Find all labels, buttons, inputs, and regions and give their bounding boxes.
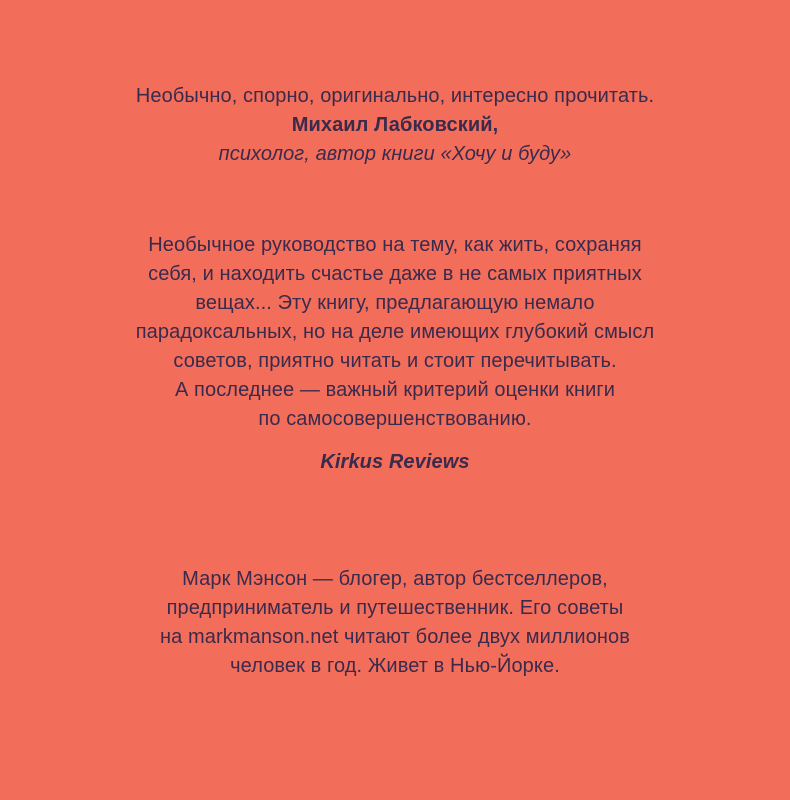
review-line: вещах... Эту книгу, предлагающую немало [195, 292, 595, 314]
review-line: себя, и находить счастье даже в не самых приятных [148, 263, 642, 285]
bio-line: на markmanson.net читают более двух миллионов [159, 626, 631, 648]
review-source-block [0, 448, 790, 477]
review-line: по самосовершенствованию. [258, 408, 532, 430]
review-line: парадоксальных, но на деле имеющих глубокий смысл [135, 321, 655, 343]
review-source: Kirkus Reviews [320, 451, 470, 473]
bio-line: предприниматель и путешественник. Его советы [166, 597, 624, 619]
review-kirkus [0, 231, 790, 434]
review-line: Необычное руководство на тему, как жить, сохраняя [148, 234, 642, 256]
review-author-title: психолог, автор книги «Хочу и буду» [218, 143, 572, 165]
author-bio [0, 565, 790, 681]
review-text: Необычно, спорно, оригинально, интересно прочитать. [135, 85, 655, 107]
review-line: А последнее — важный критерий оценки книги [174, 379, 616, 401]
review-line: советов, приятно читать и стоит перечитывать. [173, 350, 617, 372]
bio-line: человек в год. Живет в Нью-Йорке. [230, 655, 560, 677]
bio-line: Марк Мэнсон — блогер, автор бестселлеров, [182, 568, 608, 590]
review-author-name: Михаил Лабковский, [291, 114, 499, 136]
review-labkovsky [0, 82, 790, 169]
